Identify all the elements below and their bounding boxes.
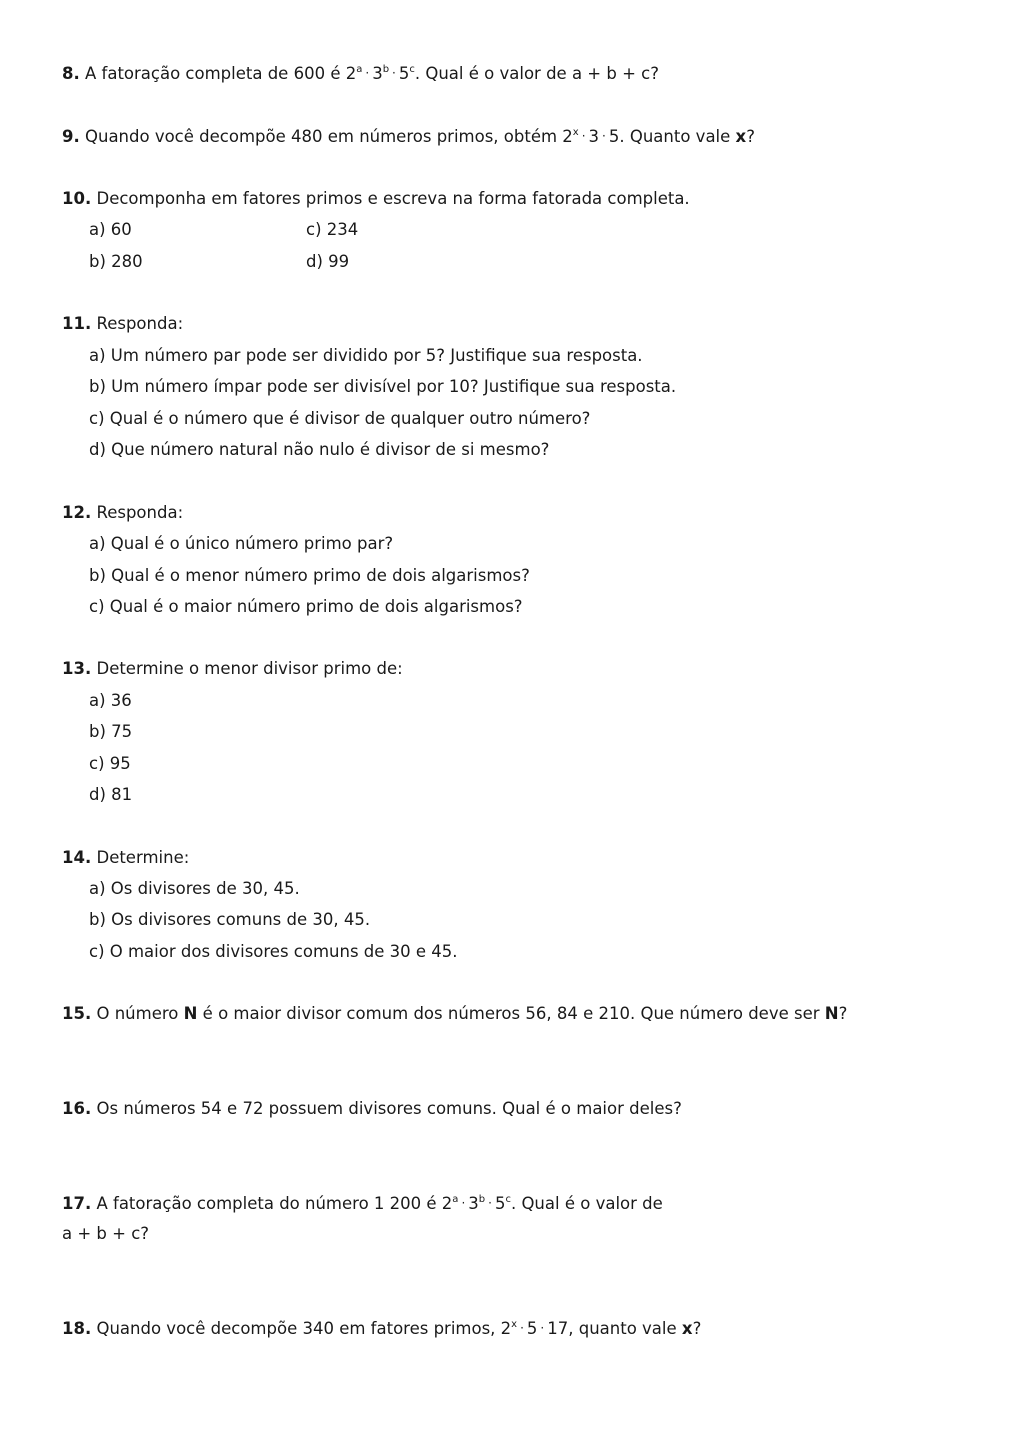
question-17: 17. A fatoração completa do número 1 200 é $2^a \cdot 3^b \cdot 5^c$. Qual é o valor de bbox=[62, 1194, 663, 1213]
question-11-item-d: d) Que número natural não nulo é divisor de si mesmo? bbox=[89, 440, 550, 459]
question-number: 10. bbox=[62, 189, 92, 208]
question-13: 13. Determine o menor divisor primo de: bbox=[62, 659, 403, 678]
question-14: 14. Determine: bbox=[62, 848, 190, 867]
question-number: 12. bbox=[62, 503, 92, 522]
question-10-item-a: a) 60 bbox=[89, 220, 132, 239]
question-11: 11. Responda: bbox=[62, 314, 184, 333]
question-13-item-d: d) 81 bbox=[89, 785, 133, 804]
question-number: 18. bbox=[62, 1319, 92, 1338]
question-number: 17. bbox=[62, 1194, 92, 1213]
question-17-continuation: a + b + c? bbox=[62, 1224, 150, 1243]
question-number: 8. bbox=[62, 64, 80, 83]
question-14-item-b: b) Os divisores comuns de 30, 45. bbox=[89, 910, 371, 929]
question-number: 14. bbox=[62, 848, 92, 867]
question-number: 16. bbox=[62, 1099, 92, 1118]
question-13-item-a: a) 36 bbox=[89, 691, 132, 710]
question-13-item-c: c) 95 bbox=[89, 754, 131, 773]
question-11-item-c: c) Qual é o número que é divisor de qualquer outro número? bbox=[89, 409, 591, 428]
question-number: 9. bbox=[62, 127, 80, 146]
question-12-item-b: b) Qual é o menor número primo de dois algarismos? bbox=[89, 566, 530, 585]
question-12-item-a: a) Qual é o único número primo par? bbox=[89, 534, 394, 553]
question-12: 12. Responda: bbox=[62, 503, 184, 522]
question-10: 10. Decomponha em fatores primos e escreva na forma fatorada completa. bbox=[62, 189, 690, 208]
question-14-item-c: c) O maior dos divisores comuns de 30 e 45. bbox=[89, 942, 458, 961]
question-8: 8. A fatoração completa de 600 é $2^a \cdot 3^b \cdot 5^c$. Qual é o valor de a + b + c? bbox=[62, 64, 659, 83]
question-number: 11. bbox=[62, 314, 92, 333]
question-10-item-d: d) 99 bbox=[306, 252, 350, 271]
question-number: 15. bbox=[62, 1004, 92, 1023]
question-13-item-b: b) 75 bbox=[89, 722, 133, 741]
question-11-item-a: a) Um número par pode ser dividido por 5? Justifique sua resposta. bbox=[89, 346, 643, 365]
question-12-item-c: c) Qual é o maior número primo de dois algarismos? bbox=[89, 597, 523, 616]
question-14-item-a: a) Os divisores de 30, 45. bbox=[89, 879, 300, 898]
question-11-item-b: b) Um número ímpar pode ser divisível por 10? Justifique sua resposta. bbox=[89, 377, 677, 396]
question-10-item-c: c) 234 bbox=[306, 220, 359, 239]
question-number: 13. bbox=[62, 659, 92, 678]
question-10-item-b: b) 280 bbox=[89, 252, 143, 271]
question-15: 15. O número N é o maior divisor comum dos números 56, 84 e 210. Que número deve ser N? bbox=[62, 1004, 848, 1023]
question-18: 18. Quando você decompõe 340 em fatores primos, $2^x \cdot 5 \cdot 17$, quanto vale x? bbox=[62, 1319, 702, 1338]
question-16: 16. Os números 54 e 72 possuem divisores comuns. Qual é o maior deles? bbox=[62, 1099, 682, 1118]
question-9: 9. Quando você decompõe 480 em números primos, obtém $2^x \cdot 3 \cdot 5$. Quanto vale x? bbox=[62, 127, 755, 146]
